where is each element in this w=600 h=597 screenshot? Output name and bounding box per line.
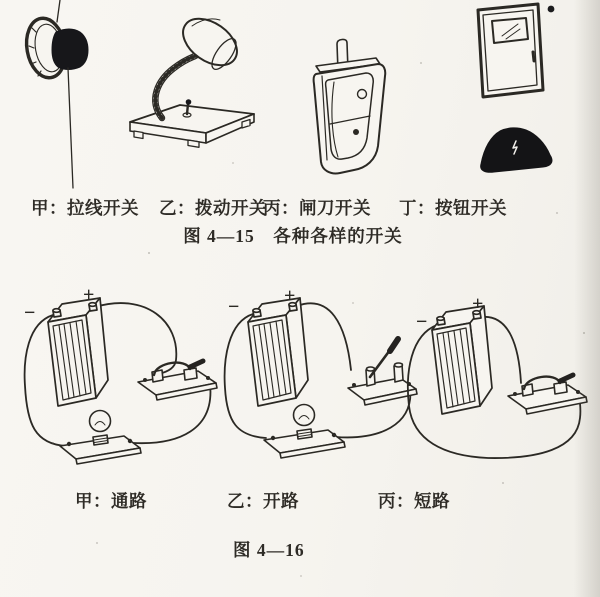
closed-switch-drawing bbox=[508, 375, 587, 414]
desk-lamp-toggle-switch-illustration bbox=[118, 8, 268, 153]
label-open-circuit: 乙：开路 bbox=[227, 491, 299, 511]
label-pull-cord-switch: 甲：拉线开关 bbox=[31, 198, 139, 218]
pull-cord-top bbox=[57, 0, 60, 22]
door-handle bbox=[533, 52, 534, 61]
push-button-dome bbox=[481, 128, 552, 183]
figure-4-15-caption: 图 4—15 各种各样的开关 bbox=[183, 226, 403, 246]
closed-circuit-illustration bbox=[20, 278, 220, 478]
label-closed-circuit: 甲：通路 bbox=[75, 491, 147, 511]
bulb-drawing bbox=[264, 405, 345, 459]
label-push-button-switch: 丁：按钮开关 bbox=[399, 198, 507, 218]
label-short-circuit: 丙：短路 bbox=[378, 491, 450, 511]
battery-drawing bbox=[432, 306, 492, 414]
lamp-base bbox=[130, 105, 254, 147]
open-circuit-illustration bbox=[218, 276, 418, 476]
label-toggle-switch: 乙：拨动开关 bbox=[159, 198, 267, 218]
pull-cord-switch-illustration bbox=[10, 0, 120, 195]
scan-noise-specks bbox=[0, 0, 2, 2]
battery-minus-sign: − bbox=[228, 296, 240, 318]
pull-cord-string bbox=[68, 68, 73, 188]
figure-4-16-caption: 图 4—16 bbox=[233, 540, 305, 560]
battery-plus-sign: + bbox=[284, 285, 296, 307]
battery-plus-sign: + bbox=[83, 284, 95, 306]
battery-drawing bbox=[248, 298, 308, 406]
short-circuit-illustration bbox=[398, 280, 598, 480]
bulb-drawing bbox=[60, 411, 141, 465]
door-with-push-button-illustration bbox=[448, 0, 598, 185]
battery-minus-sign: − bbox=[416, 311, 428, 333]
switch-knob bbox=[52, 29, 88, 70]
knife-switch-illustration bbox=[300, 28, 420, 188]
label-knife-switch: 丙：闸刀开关 bbox=[263, 198, 371, 218]
lamp-shade bbox=[175, 9, 246, 75]
battery-minus-sign: − bbox=[24, 302, 36, 324]
battery-drawing bbox=[48, 298, 108, 406]
closed-switch-drawing bbox=[138, 361, 217, 400]
knife-switch-body bbox=[314, 64, 386, 173]
door bbox=[478, 4, 543, 97]
doorbell-button-dot bbox=[548, 6, 555, 13]
battery-plus-sign: + bbox=[472, 293, 484, 315]
